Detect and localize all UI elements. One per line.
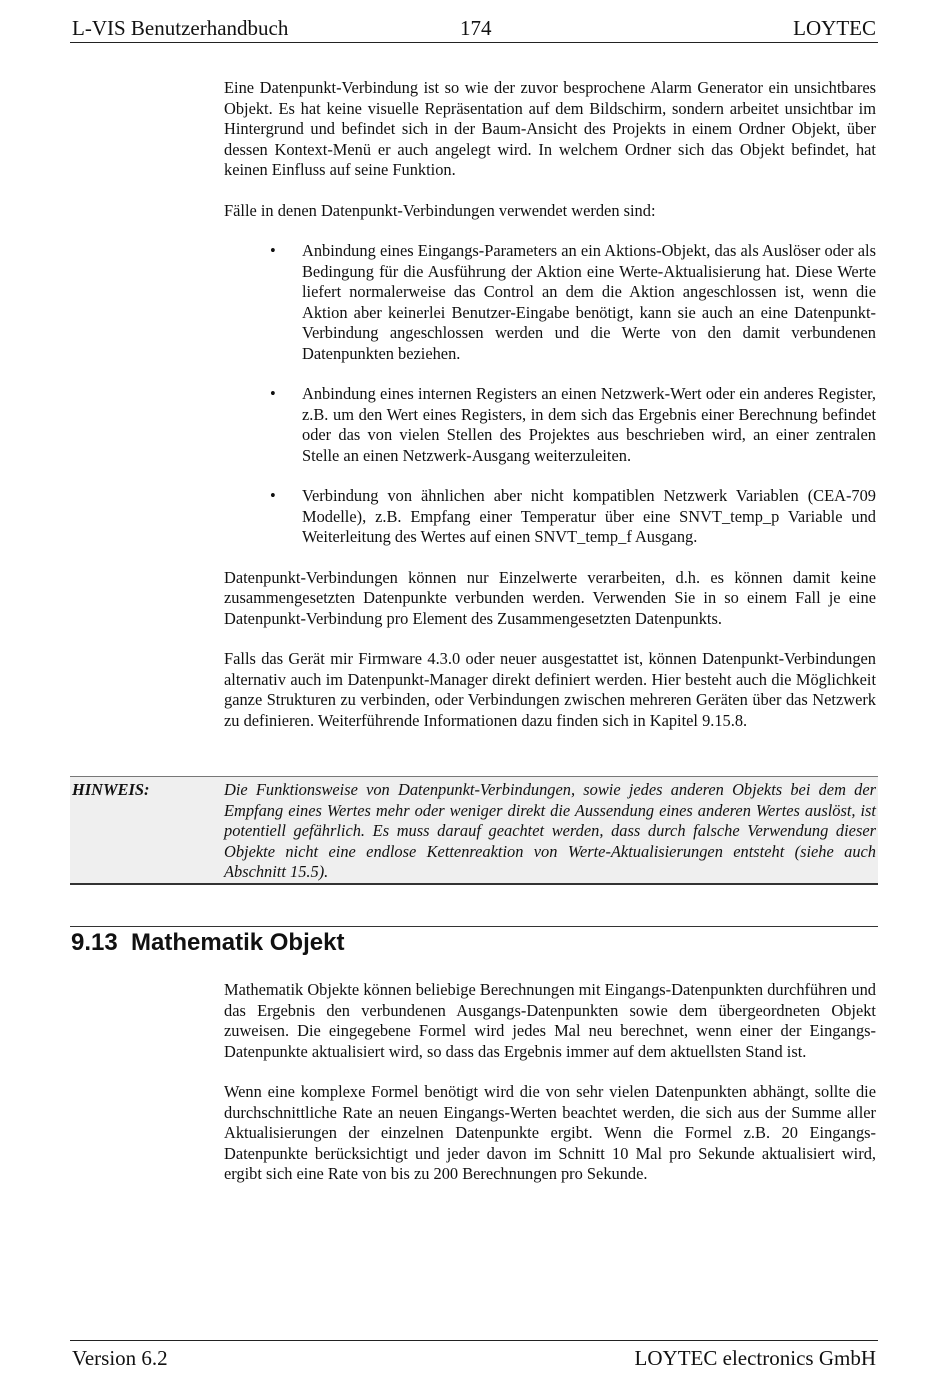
list-item [224,486,876,548]
section-content [224,980,876,1205]
section-divider [70,926,878,927]
cases-intro: Fälle in denen Datenpunkt-Verbindungen verwendet werden sind: [224,200,656,220]
list-item-text: Verbindung von ähnlichen aber nicht kompatiblen Netzwerk Variablen (CEA-709 Modelle), z.B. Empfang einer Temperatur über eine SNVT_temp_p Variable und Weiterleitung des Wertes auf einen SNVT_temp_f Ausgang. [302,486,876,546]
section-paragraph: Wenn eine komplexe Formel benötigt wird die von sehr vielen Datenpunkten abhängt, sollte die durchschnittliche Rate an neuen Eingangs-Werten beachtet werden, die sich aus der Summe aller Aktualisierungen der einzelnen Datenpunkte ergibt. Wenn die Formel z.B. 20 Eingangs-Datenpunkte berücksichtigt und jeder davon im Schnitt 10 Mal pro Sekunde aktualisiert wird, ergibt sich eine Rate von bis zu 200 Berechnungen pro Sekunde. [224,1082,876,1183]
upper-content [224,78,876,751]
header-company: LOYTEC [793,16,876,40]
list-item [224,384,876,466]
bullet-icon: • [270,241,276,260]
page-footer [70,1340,878,1371]
note-box [70,776,878,885]
list-item [224,241,876,364]
bullet-icon: • [270,486,276,505]
footer-version: Version 6.2 [72,1346,168,1370]
header-page-number: 174 [460,16,492,40]
list-item-text: Anbindung eines Eingangs-Parameters an ein Aktions-Objekt, das als Auslöser oder als Bedingung für die Ausführung der Aktion eine Werte-Aktualisierung hat. Diese Werte liefert normalerweise das Control an dem die Aktion angeschlossen ist, wenn die Aktion aber keinerlei Benutzer-Eingabe benötigt, kann sie auch an eine Datenpunkt-Verbindung angeschlossen werden und die Werte von den damit verbundenen Datenpunkten beziehen. [302,241,876,363]
bullet-icon: • [270,384,276,403]
section-paragraph: Mathematik Objekte können beliebige Berechnungen mit Eingangs-Datenpunkten durchführen und das Ergebnis den verbundenen Ausgangs-Datenpunkten sowie dem übergeordneten Objekt zuweisen. Die eingegebene Formel wird jedes Mal neu berechnet, wenn einer der Eingangs-Datenpunkte aktualisiert wird, so dass das Ergebnis immer auf dem aktuellsten Stand ist. [224,980,876,1061]
page-header [70,14,878,43]
single-values-paragraph: Datenpunkt-Verbindungen können nur Einzelwerte verarbeiten, d.h. es können damit keine zusammengesetzten Datenpunkte verbunden werden. Verwenden Sie in so einem Fall je eine Datenpunkt-Verbindung pro Element des Zusammengesetzten Datenpunkts. [224,567,876,628]
use-case-list [224,241,876,548]
footer-company: LOYTEC electronics GmbH [634,1346,876,1370]
firmware-paragraph: Falls das Gerät mir Firmware 4.3.0 oder neuer ausgestattet ist, können Datenpunkt-Verbindungen alternativ auch im Datenpunkt-Manager direkt definiert werden. Hier besteht auch die Möglichkeit ganze Strukturen zu verbinden, oder Verbindungen zwischen mehreren Geräten über das Netzwerk zu definieren. Weiterführende Informationen dazu finden sich in Kapitel 9.15.8. [224,649,876,730]
section-heading: 9.13 Mathematik Objekt [71,929,345,956]
list-item-text: Anbindung eines internen Registers an einen Netzwerk-Wert oder ein anderes Register, z.B. um den Wert eines Registers, in dem sich das Ergebnis einer Berechnung befindet oder das von vielen Stellen des Projektes aus beschrieben wird, an einer zentralen Stelle an einen Netzwerk-Ausgang weiterzuleiten. [302,384,876,465]
header-manual-title: L-VIS Benutzerhandbuch [72,16,289,40]
note-text: Die Funktionsweise von Datenpunkt-Verbindungen, sowie jedes anderen Objekts bei dem der Empfang eines Wertes mehr oder weniger direkt die Aussendung eines anderen Wertes auslöst, ist potentiell gefährlich. Es muss darauf geachtet werden, dass durch falsche Verwendung dieser Objekte nicht eine endlose Kettenreaktion von Werte-Aktualisierungen entsteht (siehe auch Abschnitt 15.5). [224,780,876,881]
intro-paragraph: Eine Datenpunkt-Verbindung ist so wie der zuvor besprochene Alarm Generator ein unsichtbares Objekt. Es hat keine visuelle Repräsentation auf dem Bildschirm, sondern arbeitet unsichtbar im Hintergrund und befindet sich in der Baum-Ansicht des Projekts in einem Ordner Objekt, über dessen Kontext-Menü er auch angelegt wird. In welchem Ordner sich das Objekt befindet, hat keinen Einfluss auf seine Funktion. [224,78,876,179]
note-label: HINWEIS: [72,780,150,799]
